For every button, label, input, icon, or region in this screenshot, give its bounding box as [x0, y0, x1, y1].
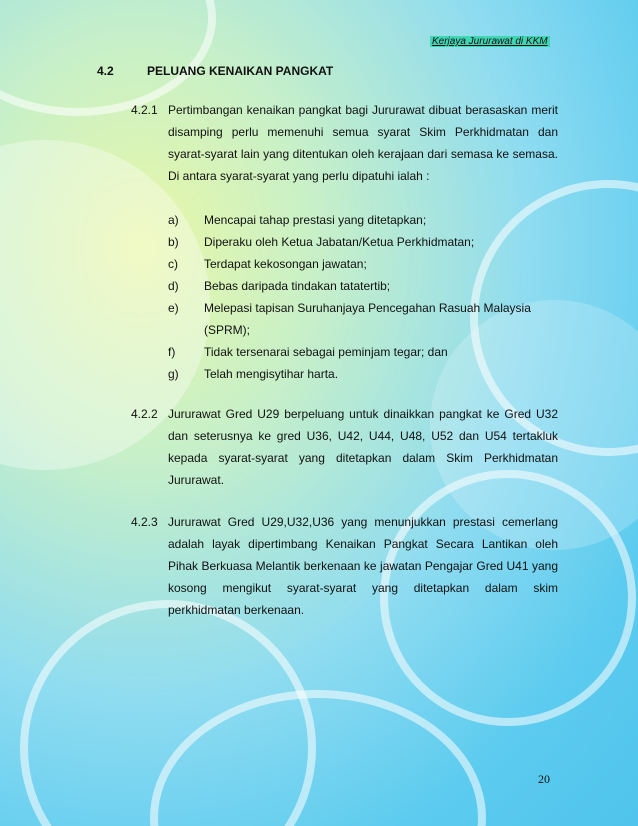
- running-header: Kerjaya Jururawat di KKM: [432, 36, 548, 47]
- list-item: b) Diperaku oleh Ketua Jabatan/Ketua Perkhidmatan;: [168, 235, 475, 249]
- list-item: e) Melepasi tapisan Suruhanjaya Pencegahan Rasuah Malaysia (SPRM);: [168, 301, 531, 337]
- paragraph-number: 4.2.3: [131, 515, 158, 529]
- paragraph-text: Pertimbangan kenaikan pangkat bagi Jururawat dibuat berasaskan merit disamping perlu memenuhi semua syarat Skim Perkhidmatan dan syarat-syarat lain yang ditentukan oleh kerajaan dari semasa ke semasa. Di antara syarat-syarat yang perlu dipatuhi ialah :: [168, 103, 558, 183]
- requirements-list: [168, 209, 558, 385]
- paragraph-4-2-1: [131, 99, 558, 187]
- paragraph-4-2-3: [131, 511, 558, 621]
- page-number: 20: [538, 772, 550, 786]
- paragraph-number: 4.2.1: [131, 103, 158, 117]
- list-item: d) Bebas daripada tindakan tatatertib;: [168, 279, 391, 293]
- paragraph-4-2-2: [131, 403, 558, 491]
- paragraph-text: Jururawat Gred U29 berpeluang untuk dinaikkan pangkat ke Gred U32 dan seterusnya ke gred U36, U42, U44, U48, U52 dan U54 tertakluk kepada syarat-syarat yang ditetapkan dalam Skim Perkhidmatan Jururawat.: [168, 407, 558, 487]
- list-item: f) Tidak tersenarai sebagai peminjam tegar; dan: [168, 345, 448, 359]
- list-item: a) Mencapai tahap prestasi yang ditetapkan;: [168, 213, 427, 227]
- paragraph-number: 4.2.2: [131, 407, 158, 421]
- list-item: g) Telah mengisytihar harta.: [168, 367, 339, 381]
- section-title: PELUANG KENAIKAN PANGKAT: [147, 64, 334, 78]
- list-item: c) Terdapat kekosongan jawatan;: [168, 257, 367, 271]
- paragraph-text: Jururawat Gred U29,U32,U36 yang menunjukkan prestasi cemerlang adalah layak dipertimbang Kenaikan Pangkat Secara Lantikan oleh Pihak Berkuasa Melantik berkenaan ke jawatan Pengajar Gred U41 yang kosong mengikut syarat-syarat yang ditetapkan dalam skim perkhidmatan berkenaan.: [168, 515, 558, 617]
- section-number: 4.2: [97, 64, 114, 78]
